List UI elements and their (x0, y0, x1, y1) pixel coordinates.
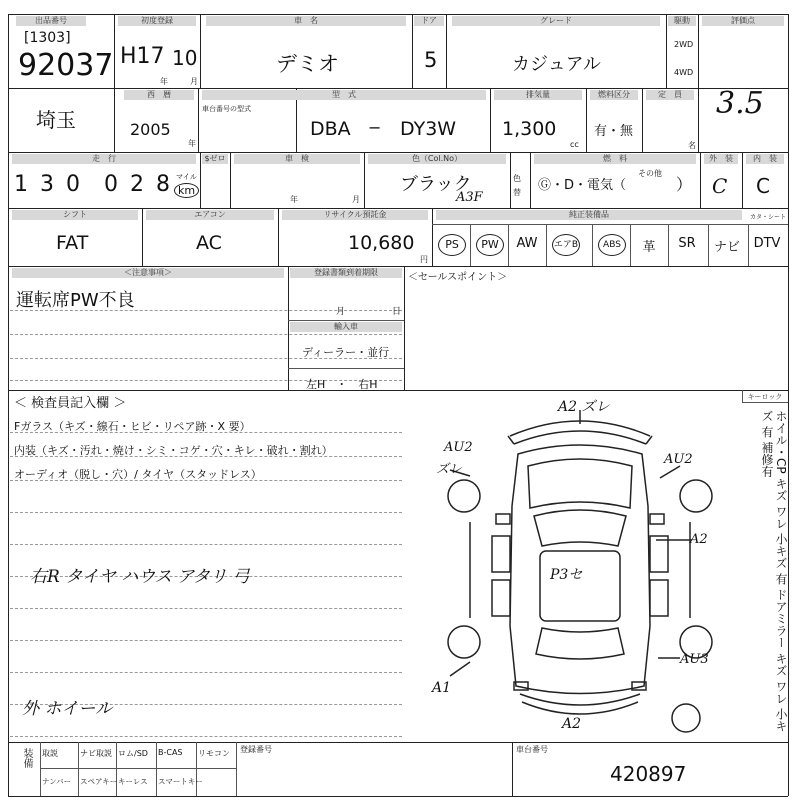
displacement: 1,300 (502, 118, 557, 140)
first-reg-era: H17 (120, 44, 165, 69)
chassis-label: 車台番号 (516, 745, 548, 754)
footer-item: リモコン (198, 749, 230, 758)
drive-4wd: 4WD (674, 68, 694, 77)
model-dash: − (368, 118, 382, 137)
caution-label: ＜注意事項＞ (12, 268, 284, 278)
mark-left-top: AU2 (444, 440, 473, 455)
fuel-section-label: 燃 料 (534, 154, 696, 164)
mark-top: A2 ズレ (558, 399, 610, 415)
mileage-digit: 2 (130, 172, 144, 197)
mark-right-low: AU3 (680, 652, 709, 667)
year-unit-2: 年 (188, 139, 196, 148)
mark-bottom: A2 (562, 716, 582, 732)
aircon-label: エアコン (146, 210, 274, 220)
mileage-label: 走 行 (12, 154, 196, 164)
grade-label: グレード (452, 16, 660, 26)
chassis-number: 420897 (610, 762, 687, 786)
footer-item: キーレス (118, 777, 148, 786)
equipment-item: エアB (552, 234, 580, 256)
footer-item: ナビ取説 (80, 749, 112, 758)
recycle: 10,680 (348, 232, 415, 254)
equipment-item: PW (476, 234, 504, 256)
import-label: 輸入車 (290, 322, 402, 332)
model-prefix: DBA (310, 118, 351, 140)
fuel-label: 燃料区分 (590, 90, 638, 100)
zero-label: $ゼロ (202, 154, 228, 164)
car-name: デミオ (276, 52, 339, 76)
shift: FAT (56, 232, 89, 254)
capacity-unit: 名 (688, 141, 696, 150)
color: ブラック (400, 174, 472, 195)
inspector-hand1: 右R タイヤ ハウス アタリ 弓 (30, 567, 250, 587)
mark-bottom-left: A1 (432, 680, 452, 696)
mileage-digit: 3 (40, 172, 54, 197)
score-label: 評価点 (702, 16, 784, 26)
equipment-item: SR (678, 236, 696, 251)
mark-right-mid: A2 (690, 532, 708, 547)
mark-center: P3セ (550, 567, 583, 583)
caution-text: 運転席PW不良 (16, 290, 135, 311)
inspector-line1: Fガラス（キズ・線石・ヒビ・リペア跡・X 要） (14, 420, 251, 433)
equipment-item: PS (438, 234, 466, 256)
reg-month-unit: 月 (336, 307, 346, 317)
inspector-line2: 内装（キズ・汚れ・焼け・シミ・コゲ・穴・キレ・破れ・割れ） (14, 444, 333, 457)
fuel-options: 有・無 (594, 124, 634, 139)
keyless-label: キーロック (744, 392, 786, 402)
cc-unit: cc (570, 140, 579, 149)
fuel-close: ） (676, 175, 693, 194)
interior-label: 内 装 (746, 154, 784, 164)
footer-item: B-CAS (158, 748, 183, 757)
displacement-label: 排気量 (494, 90, 582, 100)
lot-bracket: [1303] (24, 30, 71, 46)
mileage-unit-km: km (174, 183, 199, 198)
capacity-small: カタ・シート (750, 214, 787, 221)
color-label: 色（Col.No） (368, 154, 506, 164)
first-reg-month: 10 (172, 46, 198, 70)
equipment-item: ナビ (713, 240, 740, 255)
mileage-digit: 0 (104, 172, 118, 197)
shaken-month-unit: 月 (352, 195, 360, 204)
reg-deadline-label: 登録書類到着期限 (290, 268, 402, 278)
reg-number-label: 登録番号 (240, 745, 272, 754)
footer-item: スペアキー (80, 777, 118, 786)
mileage-digit: 0 (66, 172, 80, 197)
footer-label: 装備 (21, 748, 32, 768)
year: 2005 (130, 120, 171, 139)
repaint-label: 色替 (513, 174, 521, 197)
mileage-digit: 8 (156, 172, 170, 197)
footer-item: スマートキー (158, 777, 203, 786)
kata-sub-label: 車台番号の型式 (202, 105, 251, 113)
inspector-hand2: 外 ホイール (22, 699, 113, 719)
equipment-item: AW (516, 236, 538, 251)
shaken-label: 車 検 (234, 154, 360, 164)
footer-item: ナンバー (42, 777, 72, 786)
inspector-line3: オーディオ（脱し・穴）/ タイヤ（スタッドレス） (14, 468, 262, 481)
yen-unit: 円 (420, 255, 428, 264)
exterior-label: 外 装 (704, 154, 738, 164)
equipment-item: ABS (598, 234, 626, 256)
first-reg-label: 初度登録 (118, 16, 196, 26)
kata-label: 型 式 (202, 90, 486, 100)
year-unit: 年 (160, 77, 168, 86)
inspector-title: ＜ 検査員記入欄 ＞ (14, 396, 127, 411)
shift-label: シフト (12, 210, 138, 220)
car-name-label: 車 名 (206, 16, 406, 26)
aircon: AC (196, 232, 222, 254)
shaken-year-unit: 年 (290, 195, 298, 204)
month-unit: 月 (190, 77, 198, 86)
exterior-grade: C (712, 174, 728, 198)
equipment-item: DTV (753, 236, 781, 251)
capacity-label: 定 員 (646, 90, 694, 100)
drive-label: 駆動 (668, 16, 696, 26)
sales-point-label: ＜セールスポイント＞ (408, 272, 508, 283)
lot-label: 出品番号 (16, 16, 86, 26)
mileage-unit-mile: マイル (176, 173, 197, 181)
drive-2wd: 2WD (674, 40, 694, 49)
side-note: ホイル・CP キズ ワレ 小キズ 有 ドアミラー キズ ワレ 小キズ 有 補修有 (760, 410, 788, 733)
interior-grade: C (756, 174, 770, 198)
steering: 左H ・ 右H (306, 378, 378, 391)
model-code: DY3W (400, 118, 457, 140)
equipment-item: 革 (642, 240, 656, 255)
fuel-types: Ⓖ・D・電気（ (538, 178, 627, 193)
recycle-label: リサイクル預託金 (282, 210, 428, 220)
grade: カジュアル (512, 54, 601, 75)
reg-day-unit: 日 (392, 307, 402, 317)
mark-left-top2: ズレ (436, 462, 463, 477)
footer-item: 取説 (42, 749, 58, 758)
fuel-other-label: その他 (638, 169, 662, 178)
import-value: ディーラー・並行 (302, 346, 390, 359)
doors: 5 (424, 48, 438, 72)
seireki-label: 西 暦 (124, 90, 194, 100)
color-code: A3F (456, 190, 483, 205)
equipment-label: 純正装備品 (436, 210, 742, 220)
region: 埼玉 (36, 108, 76, 132)
mark-right-top: AU2 (664, 452, 693, 467)
lot-number: 92037 (18, 48, 114, 83)
door-label: ドア (414, 16, 444, 26)
mileage-digit: 1 (14, 172, 28, 197)
footer-item: ロム/SD (118, 749, 148, 758)
score: 3.5 (716, 86, 764, 121)
